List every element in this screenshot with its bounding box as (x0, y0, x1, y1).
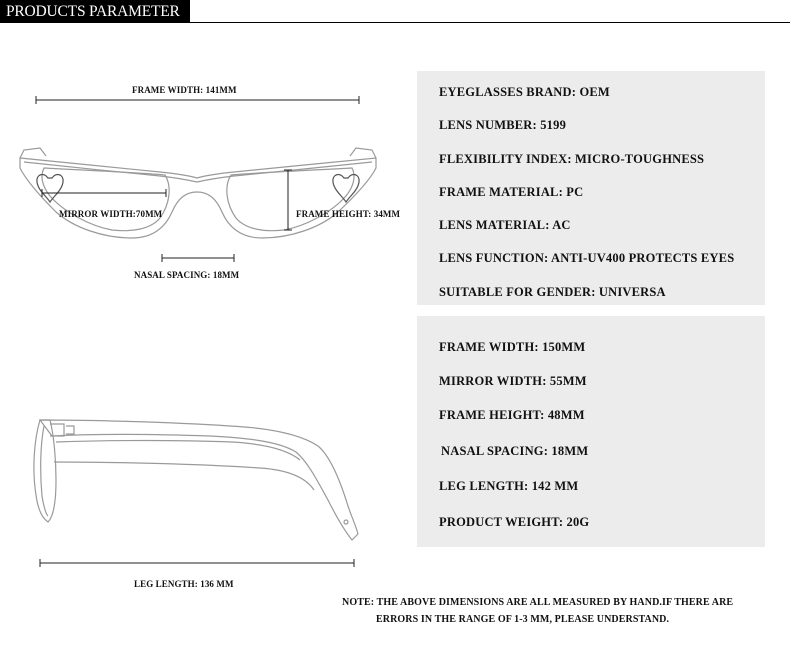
spec-row-frame-material: FRAME MATERIAL: PC (439, 185, 584, 199)
size-row-frame-width: FRAME WIDTH: 150MM (439, 340, 586, 354)
frame-height-label: FRAME HEIGHT: 34MM (296, 209, 401, 219)
page-title: PRODUCTS PARAMETER (6, 3, 180, 20)
note-line-2: ERRORS IN THE RANGE OF 1-3 MM, PLEASE UNDERSTAND. (376, 614, 670, 625)
mirror-width-label: MIRROR WIDTH:70MM (59, 209, 163, 219)
spec-row-lens-number: LENS NUMBER: 5199 (439, 118, 567, 132)
mirror-width-dimension-line (42, 189, 166, 197)
spec-row-brand: EYEGLASSES BRAND: OEM (439, 85, 610, 99)
frame-height-dimension-line (284, 170, 292, 230)
size-row-nasal-spacing: NASAL SPACING: 18MM (441, 444, 589, 458)
leg-length-dimension-line (40, 559, 354, 567)
glasses-side-view-drawing (34, 420, 358, 540)
leg-length-label: LEG LENGTH: 136 MM (134, 579, 234, 589)
spec-row-lens-function: LENS FUNCTION: ANTI-UV400 PROTECTS EYES (439, 251, 735, 265)
spec-row-gender: SUITABLE FOR GENDER: UNIVERSA (439, 285, 666, 299)
spec-panel (417, 71, 765, 305)
size-row-product-weight: PRODUCT WEIGHT: 20G (439, 515, 590, 529)
spec-row-flexibility: FLEXIBILITY INDEX: MICRO-TOUGHNESS (439, 152, 705, 166)
size-panel (417, 316, 765, 547)
note-line-1: NOTE: THE ABOVE DIMENSIONS ARE ALL MEASURED BY HAND.IF THERE ARE (342, 597, 734, 608)
size-row-leg-length: LEG LENGTH: 142 MM (439, 479, 579, 493)
spec-row-lens-material: LENS MATERIAL: AC (439, 218, 571, 232)
size-row-mirror-width: MIRROR WIDTH: 55MM (439, 374, 587, 388)
frame-width-label: FRAME WIDTH: 141MM (132, 85, 237, 95)
nasal-spacing-label: NASAL SPACING: 18MM (134, 270, 240, 280)
frame-width-dimension-line (36, 96, 359, 104)
nasal-spacing-dimension-line (162, 254, 234, 262)
size-row-frame-height: FRAME HEIGHT: 48MM (439, 408, 585, 422)
